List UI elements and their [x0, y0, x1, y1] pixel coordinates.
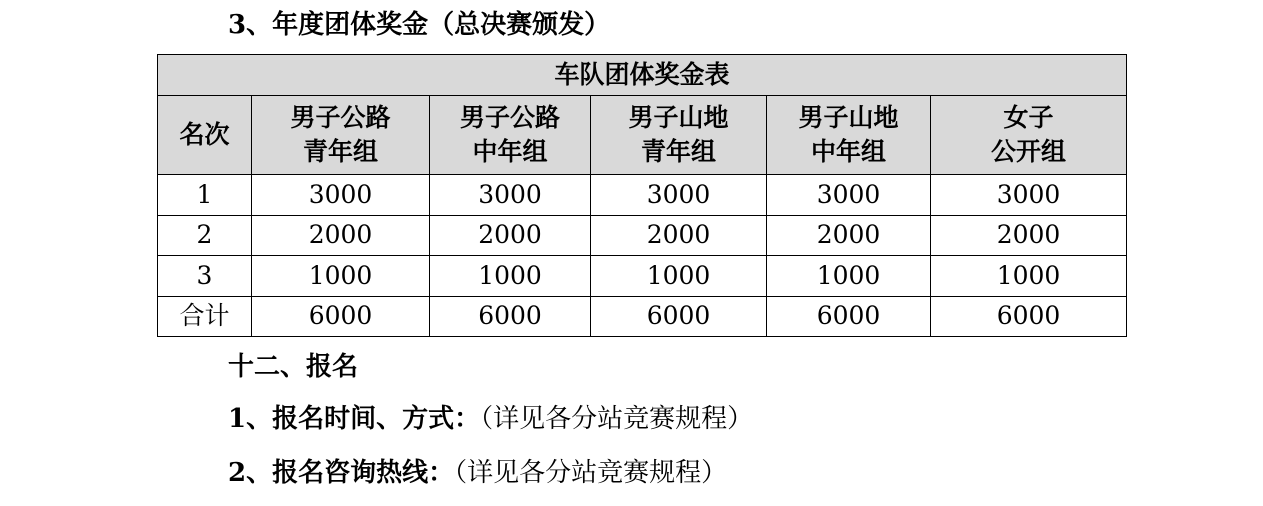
prize-cell: 6000 [767, 296, 931, 337]
table-title: 车队团体奖金表 [158, 55, 1127, 96]
rank-cell: 合计 [158, 296, 252, 337]
rank-cell: 1 [158, 175, 252, 216]
column-header: 男子公路 青年组 [252, 96, 430, 175]
prize-cell: 3000 [591, 175, 767, 216]
registration-time-note: （详见各分站竞赛规程） [480, 404, 754, 434]
prize-cell: 6000 [252, 296, 430, 337]
column-header: 男子公路 中年组 [430, 96, 591, 175]
prize-cell: 1000 [931, 256, 1127, 297]
prize-cell: 3000 [430, 175, 591, 216]
table-row [158, 215, 1127, 256]
award-section-title: 3、年度团体奖金 [228, 10, 429, 40]
column-header: 男子山地 青年组 [591, 96, 767, 175]
column-header: 男子山地 中年组 [767, 96, 931, 175]
prize-cell: 6000 [430, 296, 591, 337]
registration-hotline-item [228, 460, 727, 486]
registration-time-item [228, 406, 753, 432]
rank-cell: 3 [158, 256, 252, 297]
prize-cell: 6000 [591, 296, 767, 337]
table-row [158, 175, 1127, 216]
table-row [158, 296, 1127, 337]
prize-cell: 3000 [252, 175, 430, 216]
prize-cell: 3000 [931, 175, 1127, 216]
table-title-row [158, 55, 1127, 96]
prize-cell: 3000 [767, 175, 931, 216]
prize-cell: 1000 [591, 256, 767, 297]
prize-cell: 2000 [430, 215, 591, 256]
registration-time-label: 1、报名时间、方式： [228, 404, 481, 434]
team-prize-table [157, 54, 1127, 337]
prize-cell: 1000 [430, 256, 591, 297]
prize-cell: 2000 [931, 215, 1127, 256]
award-section-note: （总决赛颁发） [428, 10, 611, 40]
registration-hotline-label: 2、报名咨询热线： [228, 458, 455, 488]
rank-cell: 2 [158, 215, 252, 256]
prize-cell: 6000 [931, 296, 1127, 337]
table-row [158, 256, 1127, 297]
table-header-row [158, 96, 1127, 175]
award-section-heading [228, 12, 610, 38]
prize-cell: 2000 [252, 215, 430, 256]
rank-header: 名次 [158, 96, 252, 175]
prize-cell: 2000 [591, 215, 767, 256]
prize-cell: 1000 [252, 256, 430, 297]
registration-hotline-note: （详见各分站竞赛规程） [454, 458, 728, 488]
prize-cell: 1000 [767, 256, 931, 297]
registration-section-title: 十二、报名 [228, 352, 359, 382]
prize-cell: 2000 [767, 215, 931, 256]
column-header: 女子 公开组 [931, 96, 1127, 175]
